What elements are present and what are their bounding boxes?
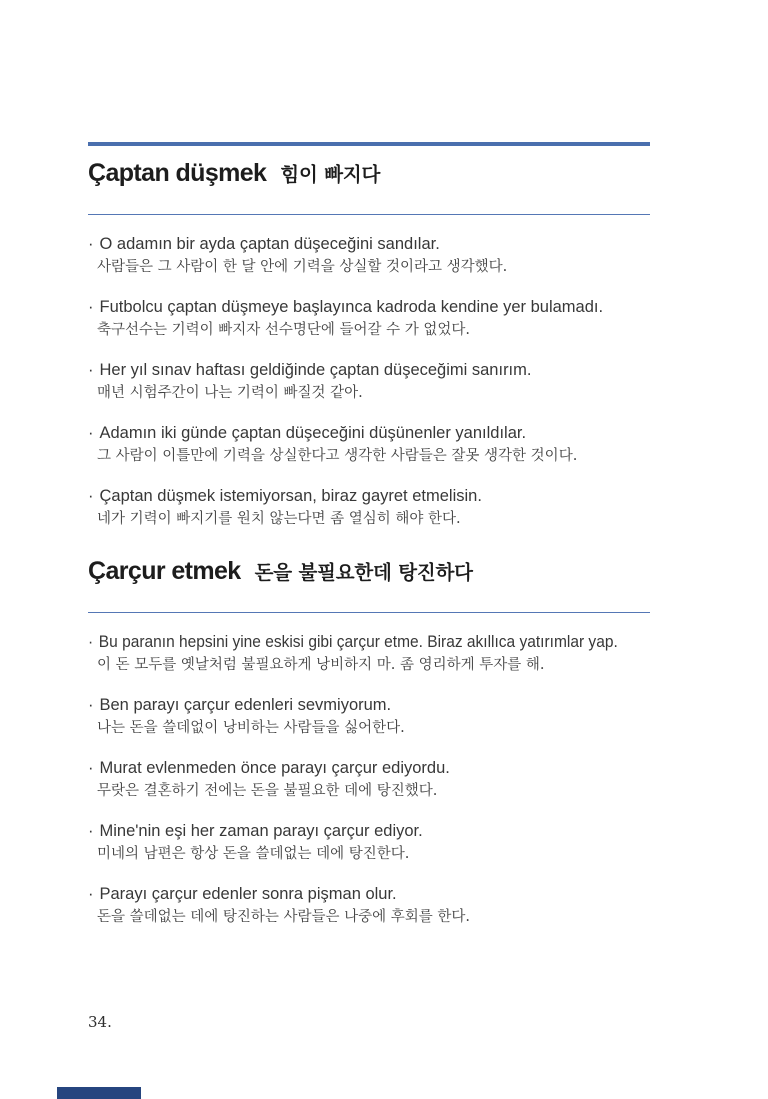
example-item — [88, 360, 768, 403]
example-turkish-line — [88, 360, 768, 381]
example-turkish: Ben parayı çarçur edenleri sevmiyorum. — [99, 696, 392, 714]
example-item — [88, 486, 768, 529]
example-turkish: Adamın iki günde çaptan düşeceğini düşünenler yanıldılar. — [99, 424, 527, 442]
example-item — [88, 884, 768, 927]
page-number: 34. — [88, 1013, 112, 1031]
example-turkish: Bu paranın hepsini yine eskisi gibi çarçur etme. Biraz akıllıca yatırımlar yap. — [98, 633, 618, 651]
idiom-section — [88, 556, 768, 947]
footer-tab — [57, 1087, 141, 1099]
bullet-dot: · — [88, 487, 94, 505]
bullet-dot: · — [88, 424, 94, 442]
heading-underline — [88, 612, 650, 613]
section-heading — [88, 556, 768, 588]
heading-underline — [88, 214, 650, 215]
example-item — [88, 821, 768, 864]
example-korean: 매년 시험주간이 나는 기력이 빠질것 같아. — [97, 385, 363, 401]
example-item — [88, 695, 768, 738]
example-turkish: O adamın bir ayda çaptan düşeceğini sandılar. — [99, 235, 440, 253]
example-korean: 그 사람이 이틀만에 기력을 상실한다고 생각한 사람들은 잘못 생각한 것이다. — [97, 448, 578, 464]
bullet-dot: · — [88, 759, 94, 777]
top-rule — [88, 142, 650, 146]
examples-list — [88, 632, 768, 927]
example-turkish-line — [88, 695, 768, 716]
example-item — [88, 758, 768, 801]
bullet-dot: · — [88, 361, 94, 379]
example-korean: 축구선수는 기력이 빠지자 선수명단에 들어갈 수 가 없었다. — [97, 322, 471, 338]
example-turkish-line — [88, 632, 727, 653]
example-item — [88, 234, 768, 277]
example-turkish: Parayı çarçur edenler sonra pişman olur. — [99, 885, 397, 903]
example-turkish-line — [88, 234, 768, 255]
idiom-term: Çarçur etmek — [88, 557, 241, 585]
bullet-dot: · — [88, 633, 94, 651]
examples-list — [88, 234, 768, 529]
idiom-section — [88, 158, 768, 549]
bullet-dot: · — [88, 822, 94, 840]
example-turkish: Her yıl sınav haftası geldiğinde çaptan düşeceğimi sanırım. — [99, 361, 532, 379]
example-turkish: Murat evlenmeden önce parayı çarçur ediyordu. — [99, 759, 450, 777]
example-korean: 무랏은 결혼하기 전에는 돈을 불필요한 데에 탕진했다. — [97, 783, 438, 799]
example-korean: 네가 기력이 빠지기를 원치 않는다면 좀 열심히 해야 한다. — [97, 511, 461, 527]
example-turkish-line — [88, 423, 768, 444]
example-turkish: Futbolcu çaptan düşmeye başlayınca kadroda kendine yer bulamadı. — [99, 298, 604, 316]
idiom-term: Çaptan düşmek — [88, 159, 267, 187]
example-korean: 돈을 쓸데없는 데에 탕진하는 사람들은 나중에 후회를 한다. — [97, 909, 471, 925]
example-item — [88, 632, 768, 675]
bullet-dot: · — [88, 298, 94, 316]
section-heading — [88, 158, 768, 190]
bullet-dot: · — [88, 885, 94, 903]
example-korean: 이 돈 모두를 옛날처럼 불필요하게 낭비하지 마. 좀 영리하게 투자를 해. — [97, 657, 545, 673]
example-korean: 나는 돈을 쓸데없이 낭비하는 사람들을 싫어한다. — [97, 720, 405, 736]
example-turkish-line — [88, 758, 768, 779]
example-korean: 미네의 남편은 항상 돈을 쓸데없는 데에 탕진한다. — [97, 846, 410, 862]
example-turkish-line — [88, 486, 768, 507]
example-turkish-line — [88, 297, 768, 318]
example-item — [88, 423, 768, 466]
idiom-meaning-korean: 돈을 불필요한데 탕진하다 — [254, 561, 473, 584]
bullet-dot: · — [88, 235, 94, 253]
example-korean: 사람들은 그 사람이 한 달 안에 기력을 상실할 것이라고 생각했다. — [97, 259, 508, 275]
example-turkish-line — [88, 821, 768, 842]
bullet-dot: · — [88, 696, 94, 714]
example-turkish-line — [88, 884, 768, 905]
example-turkish: Çaptan düşmek istemiyorsan, biraz gayret etmelisin. — [99, 487, 482, 505]
idiom-meaning-korean: 힘이 빠지다 — [280, 163, 381, 186]
example-turkish: Mine'nin eşi her zaman parayı çarçur ediyor. — [99, 822, 423, 840]
example-item — [88, 297, 768, 340]
